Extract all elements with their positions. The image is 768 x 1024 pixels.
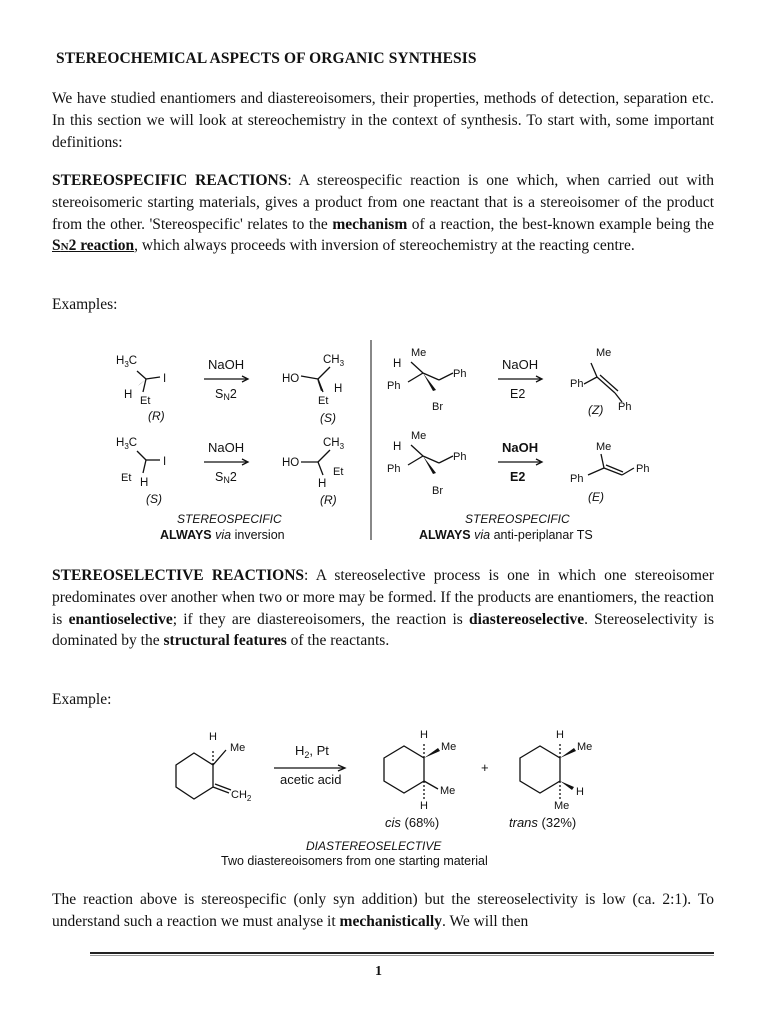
always-caption-right: ALWAYS via anti-periplanar TS: [419, 528, 593, 542]
me-label-top-reactant: Me: [411, 347, 427, 359]
config-e: (E): [588, 490, 604, 504]
example-label: Example:: [52, 691, 112, 708]
stereospecific-text-2: of a reaction, the best-known example being the: [407, 215, 715, 233]
stereoselective-heading: STEREOSELECTIVE REACTIONS: [52, 567, 305, 584]
config-s-bottom: (S): [146, 492, 162, 506]
trans-label: trans (32%): [509, 815, 577, 830]
examples-label: Examples:: [52, 296, 118, 313]
naoh-label-4: NaOH: [502, 440, 539, 455]
h-label-bottom-reactant-right: H: [393, 441, 402, 453]
footer-rule: [90, 952, 714, 954]
plus-sign: +: [481, 760, 489, 775]
diastereoselective-caption: DIASTEREOSELECTIVE: [306, 839, 442, 853]
sn2-reaction-link: SN2 reaction: [52, 237, 135, 255]
h-label-cis-top: H: [420, 729, 428, 741]
diastereoselective-term: diastereoselective: [469, 610, 585, 628]
me-label-trans-top: Me: [577, 741, 593, 753]
sn2-label-1: SN2: [215, 387, 237, 402]
stereoselective-paragraph: STEREOSELECTIVE REACTIONS: A stereoselective process is one in which one stereoisomer predominates over another when two or more may be formed. If the products are enantiomers, the reaction is enantioselective; if they are diastereoisomers, the reaction is diastereoselective. Stereoselectivity is dominated by the structural features of the reactants.: [52, 567, 715, 650]
stereoselective-scheme: [0, 720, 768, 870]
mechanism-term: mechanism: [332, 215, 408, 233]
naoh-label-1: NaOH: [208, 357, 245, 372]
stereospecific-text-1: : A stereospecific reaction is one which, when carried out with stereoisomeric starting materials, gives a product from one reactant that is a stereoisomer of the product from the other. 'Stereospecific' relates to the: [52, 172, 714, 233]
et-label-bottom-product: Et: [333, 466, 344, 478]
ph-label-bottom-left: Ph: [387, 463, 401, 475]
enantioselective-term: enantioselective: [68, 610, 173, 628]
acetic-acid-label: acetic acid: [280, 772, 342, 787]
e2-label-2: E2: [510, 470, 526, 484]
footer-rule-thin: [90, 955, 714, 956]
closing-paragraph: The reaction above is stereospecific (only syn addition) but the stereoselectivity is low (ca. 2:1). To understand such a reaction we must analyse it mechanistically. We will then: [52, 891, 714, 930]
ph-label-top-right: Ph: [453, 368, 467, 380]
me-label-cis-top: Me: [441, 741, 457, 753]
h3c-label-bottom: $H_3C$: [116, 437, 138, 451]
me-label-bottom-reactant: Me: [411, 430, 427, 442]
ho-label-bottom: HO: [282, 457, 300, 469]
h3c-label-top: $H_3C$: [116, 355, 138, 369]
h-label-top: H: [124, 389, 133, 401]
ch2-label: $CH_2$: [231, 789, 252, 803]
stereospecific-heading: STEREOSPECIFIC REACTIONS: [52, 172, 288, 189]
ph-label-e-right: Ph: [636, 463, 650, 475]
stereospecific-caption-right: STEREOSPECIFIC: [465, 512, 570, 526]
i-label-bottom: I: [163, 456, 167, 468]
h-label-top-product: H: [334, 383, 343, 395]
structural-features-term: structural features: [163, 632, 287, 650]
h-label-top-reactant-right: H: [393, 358, 402, 370]
mechanistically-term: mechanistically: [339, 912, 442, 930]
config-z: (Z): [588, 403, 604, 417]
ph-label-bottom-right: Ph: [453, 451, 467, 463]
me-label-z: Me: [596, 347, 612, 359]
naoh-label-3: NaOH: [502, 357, 539, 372]
me-label-e: Me: [596, 441, 612, 453]
intro-text: We have studied enantiomers and diastereoisomers, their properties, methods of detection, separation etc. In this section we will look at stereochemistry in the context of synthesis. To start with, some important definitions:: [52, 90, 714, 151]
h-label-bottom: H: [140, 477, 149, 489]
ch3-label-top: $CH_3$: [323, 354, 345, 368]
sn2-label-2: SN2: [215, 470, 237, 485]
e2-label-1: E2: [510, 387, 526, 401]
config-s-top: (S): [320, 411, 336, 425]
naoh-label-2: NaOH: [208, 440, 245, 455]
et-label-top-product: Et: [318, 395, 329, 407]
h2-pt-label: $H_2$, Pt: [295, 743, 329, 760]
i-label-top: I: [163, 373, 167, 385]
cis-label: cis (68%): [385, 815, 440, 830]
h-label-cis-bottom: H: [420, 800, 428, 812]
me-label-trans-bottom: Me: [554, 800, 570, 812]
always-caption-left: ALWAYS via inversion: [160, 528, 285, 542]
page-number: 1: [375, 964, 382, 979]
stereospecific-text-3: , which always proceeds with inversion of stereochemistry at the reacting centre.: [134, 237, 635, 255]
h-label-trans-top: H: [556, 729, 564, 741]
two-diastereoisomers-caption: Two diastereoisomers from one starting material: [221, 854, 488, 868]
ph-label-e-left: Ph: [570, 473, 584, 485]
me-label-reactant: Me: [230, 742, 246, 754]
me-label-cis-bottom: Me: [440, 785, 456, 797]
h-label-bottom-product: H: [318, 478, 327, 490]
ch3-label-bottom: $CH_3$: [323, 437, 345, 451]
et-label-top: Et: [140, 395, 151, 407]
et-label-bottom: Et: [121, 472, 132, 484]
config-r-bottom: (R): [320, 493, 337, 507]
stereospecific-caption-left: STEREOSPECIFIC: [177, 512, 282, 526]
ph-label-z-right: Ph: [618, 401, 632, 413]
h-label-reactant: H: [209, 731, 217, 743]
ho-label-top: HO: [282, 373, 300, 385]
br-label-top: Br: [432, 401, 443, 413]
h-label-trans-right: H: [576, 786, 584, 798]
br-label-bottom: Br: [432, 485, 443, 497]
ph-label-z-left: Ph: [570, 378, 584, 390]
config-r-top: (R): [148, 409, 165, 423]
ph-label-top-left: Ph: [387, 380, 401, 392]
page-title: STEREOCHEMICAL ASPECTS OF ORGANIC SYNTHESIS: [56, 50, 477, 67]
